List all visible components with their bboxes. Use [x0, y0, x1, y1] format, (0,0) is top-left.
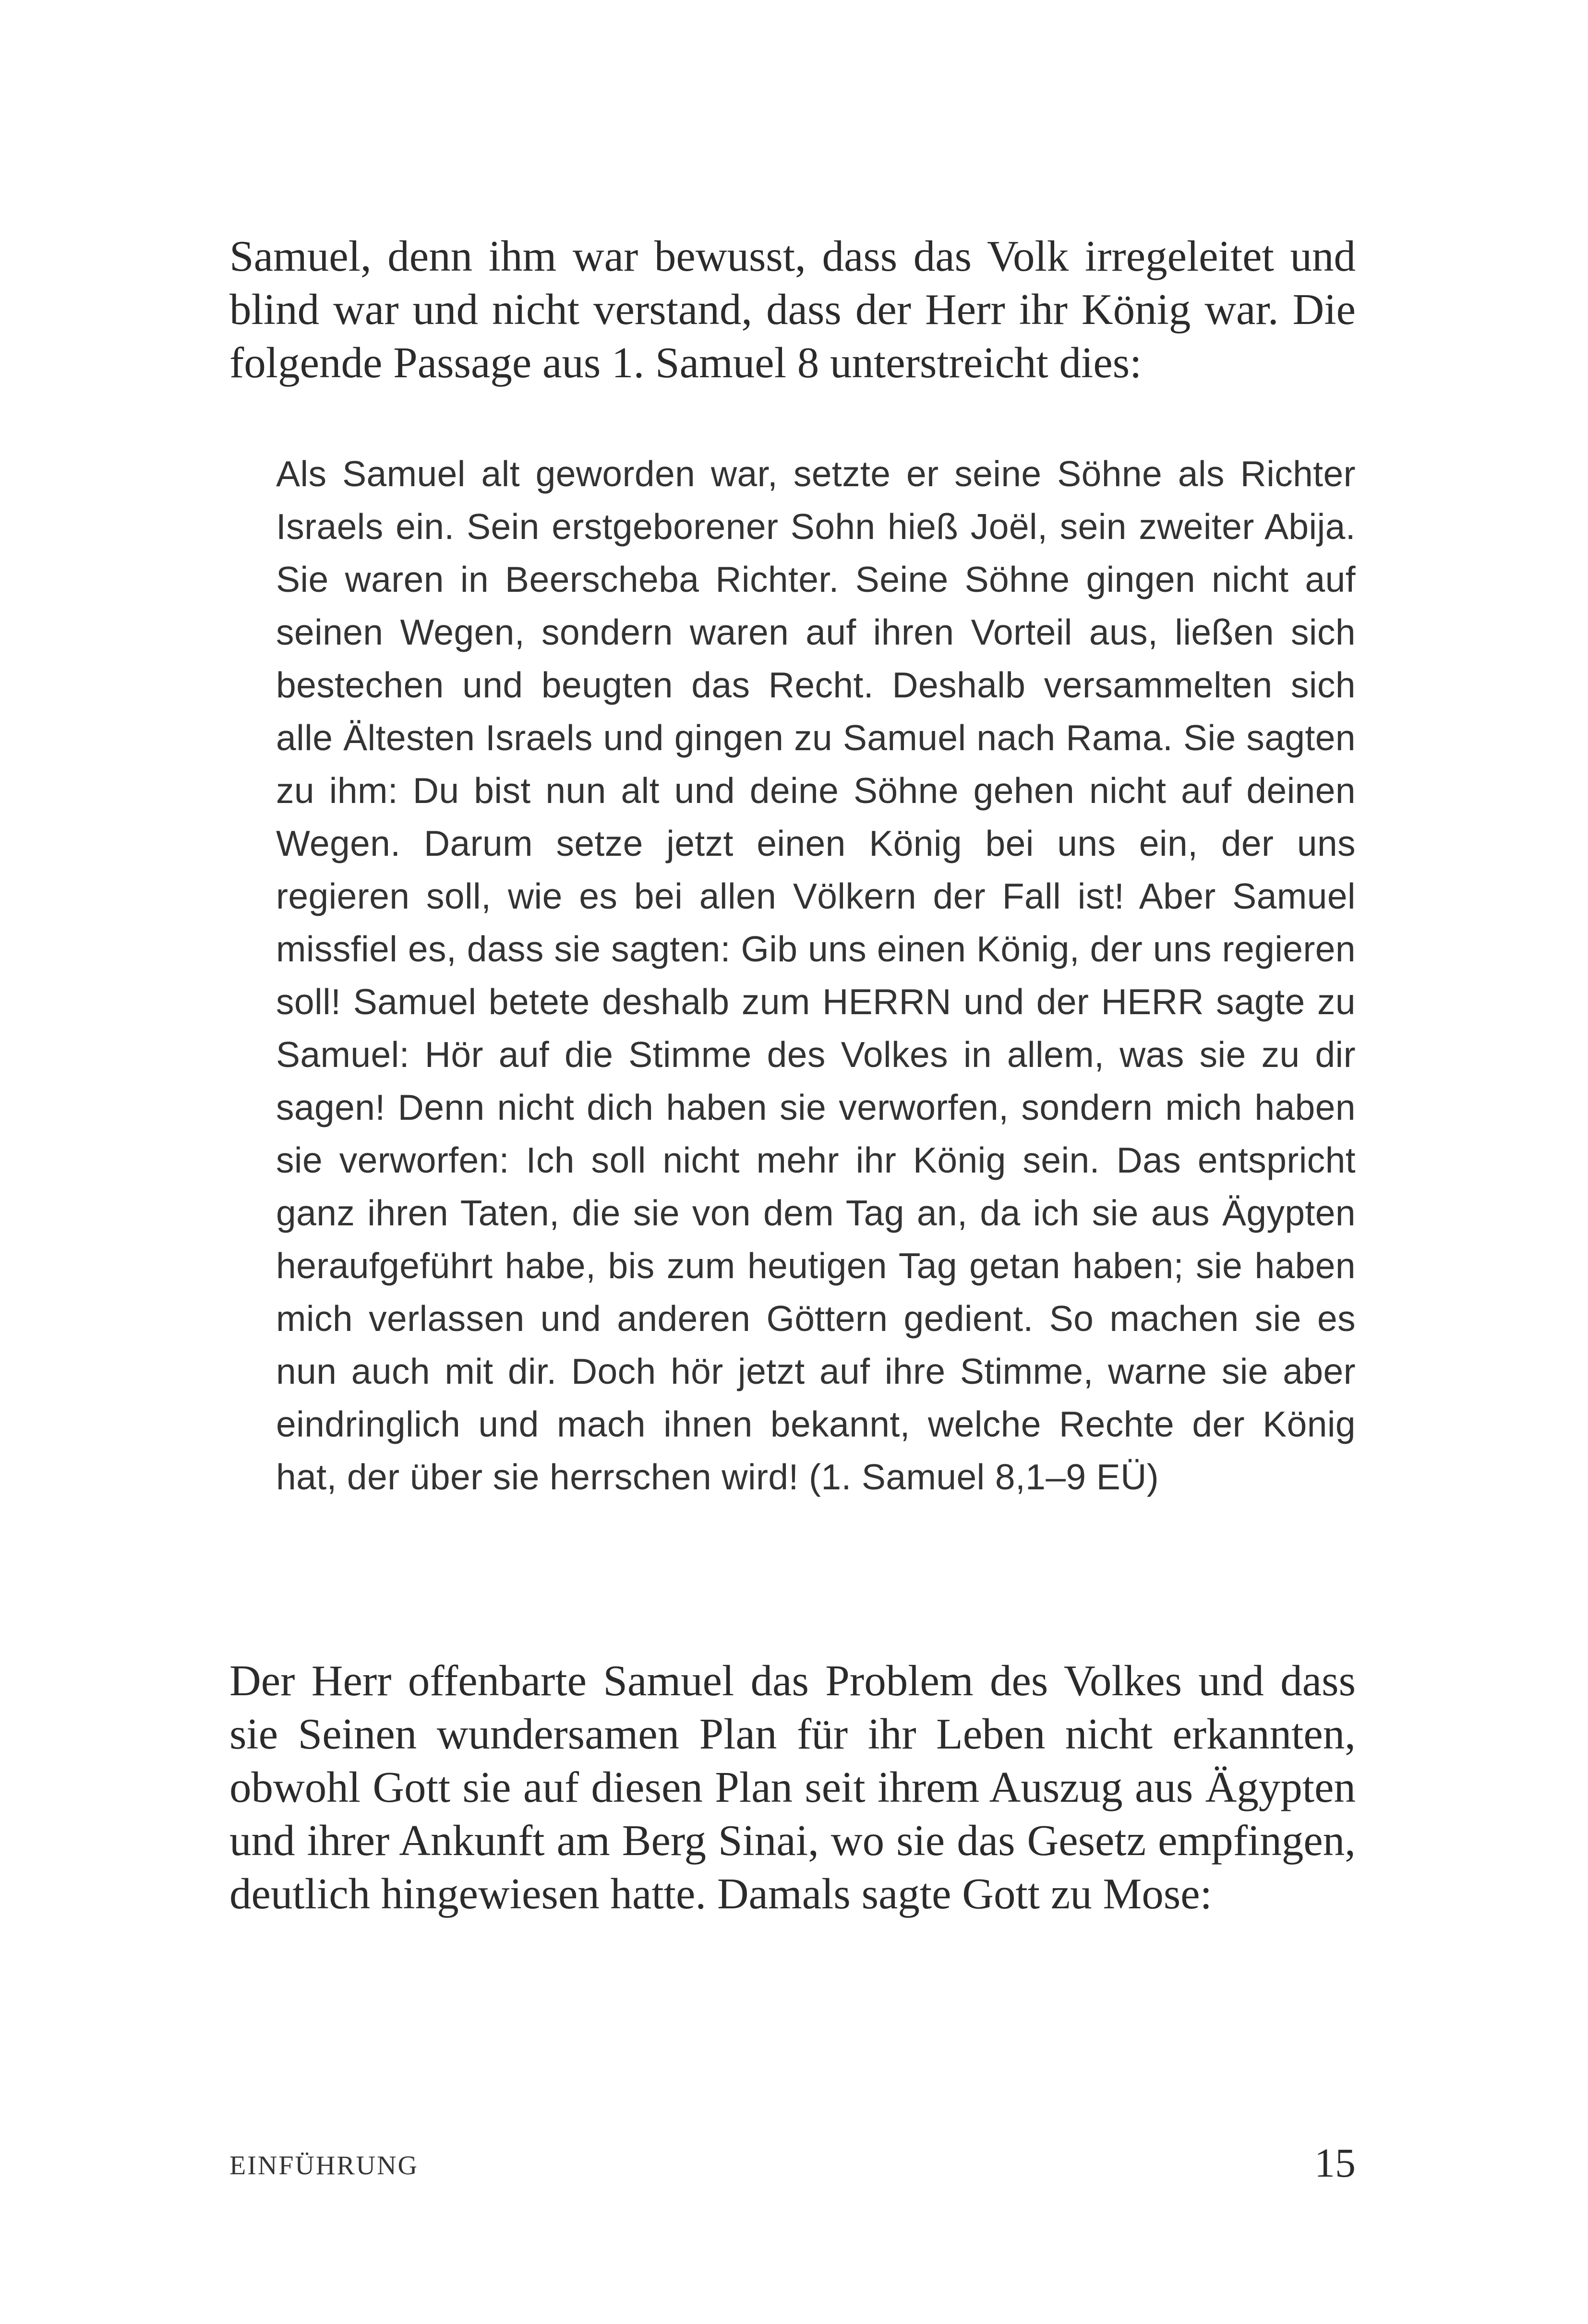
running-footer-section: EINFÜHRUNG: [229, 2151, 419, 2180]
following-paragraph: Der Herr offenbarte Samuel das Problem des Volkes und dass sie Seinen wundersamen Plan für ihr Leben nicht erkannten, obwohl Gott sie auf diesen Plan seit ihrem Auszug aus Ägypten und ihrer Ankunft am Berg Sinai, wo sie das Gesetz empfingen, deutlich hingewiesen hatte. Damals sagte Gott zu Mose:: [229, 1656, 1356, 1918]
intro-paragraph: Samuel, denn ihm war bewusst, dass das Volk irregeleitet und blind war und nicht verstand, dass der Herr ihr König war. Die folgende Passage aus 1. Samuel 8 unterstreicht dies:: [229, 232, 1356, 387]
page-number: 15: [1314, 2140, 1356, 2186]
bible-quote-block: Als Samuel alt geworden war, setzte er seine Söhne als Richter Israels ein. Sein erstgeborener Sohn hieß Joël, sein zweiter Abija. Sie waren in Beerscheba Richter. Seine Söhne gingen nicht auf seinen Wegen, sondern waren auf ihren Vorteil aus, ließen sich bestechen und beugten das Recht. Deshalb versammelten sich alle Ältesten Israels und gingen zu Samuel nach Rama. Sie sagten zu ihm: Du bist nun alt und deine Söhne gehen nicht auf deinen Wegen. Darum setze jetzt einen König bei uns ein, der uns regieren soll, wie es bei allen Völkern der Fall ist! Aber Samuel missfiel es, dass sie sagten: Gib uns einen König, der uns regieren soll! Samuel betete deshalb zum HERRN und der HERR sagte zu Samuel: Hör auf die Stimme des Volkes in allem, was sie zu dir sagen! Denn nicht dich haben sie verworfen, sondern mich haben sie verworfen: Ich soll nicht mehr ihr König sein. Das entspricht ganz ihren Taten, die sie von dem Tag an, da ich sie aus Ägypten heraufgeführt habe, bis zum heutigen Tag getan haben; sie haben mich verlassen und anderen Göttern gedient. So machen sie es nun auch mit dir. Doch hör jetzt auf ihre Stimme, warne sie aber eindringlich und mach ihnen bekannt, welche Rechte der König hat, der über sie herrschen wird! (1. Samuel 8,1–9 EÜ): [276, 454, 1356, 1497]
